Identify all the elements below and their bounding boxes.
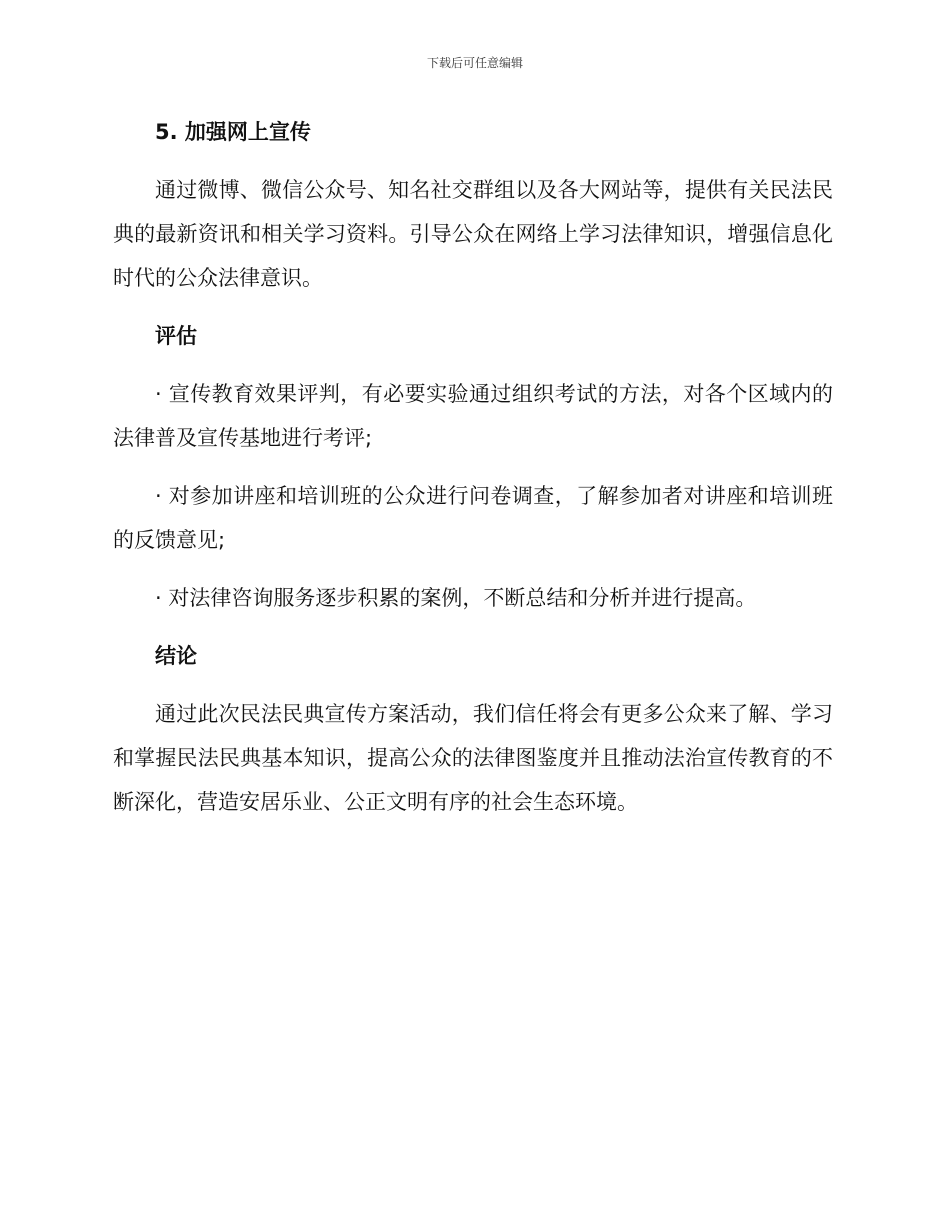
section-heading-conclusion: 结论 [155,644,197,668]
paragraph: 通过此次民法民典宣传方案活动，我们信任将会有更多公众来了解、学习和掌握民法民典基本知识，提高公众的法律图鉴度并且推动法治宣传教育的不断深化，营造安居乐业、公正文明有序的社会生态环境。 [113,702,833,814]
bullet-paragraph: · 对法律咨询服务逐步积累的案例，不断总结和分析并进行提高。 [155,586,757,610]
document-body [113,110,833,838]
page-header: 下载后可任意编辑 [426,56,523,70]
section-heading-evaluation: 评估 [155,324,197,348]
section-heading-online-promotion: 5. 加强网上宣传 [155,120,311,144]
paragraph: 通过微博、微信公众号、知名社交群组以及各大网站等，提供有关民法民典的最新资讯和相关学习资料。引导公众在网络上学习法律知识，增强信息化时代的公众法律意识。 [113,178,833,290]
bullet-paragraph: · 宣传教育效果评判，有必要实验通过组织考试的方法，对各个区域内的法律普及宣传基地进行考评; [113,382,833,450]
bullet-paragraph: · 对参加讲座和培训班的公众进行问卷调查，了解参加者对讲座和培训班的反馈意见; [113,484,833,552]
